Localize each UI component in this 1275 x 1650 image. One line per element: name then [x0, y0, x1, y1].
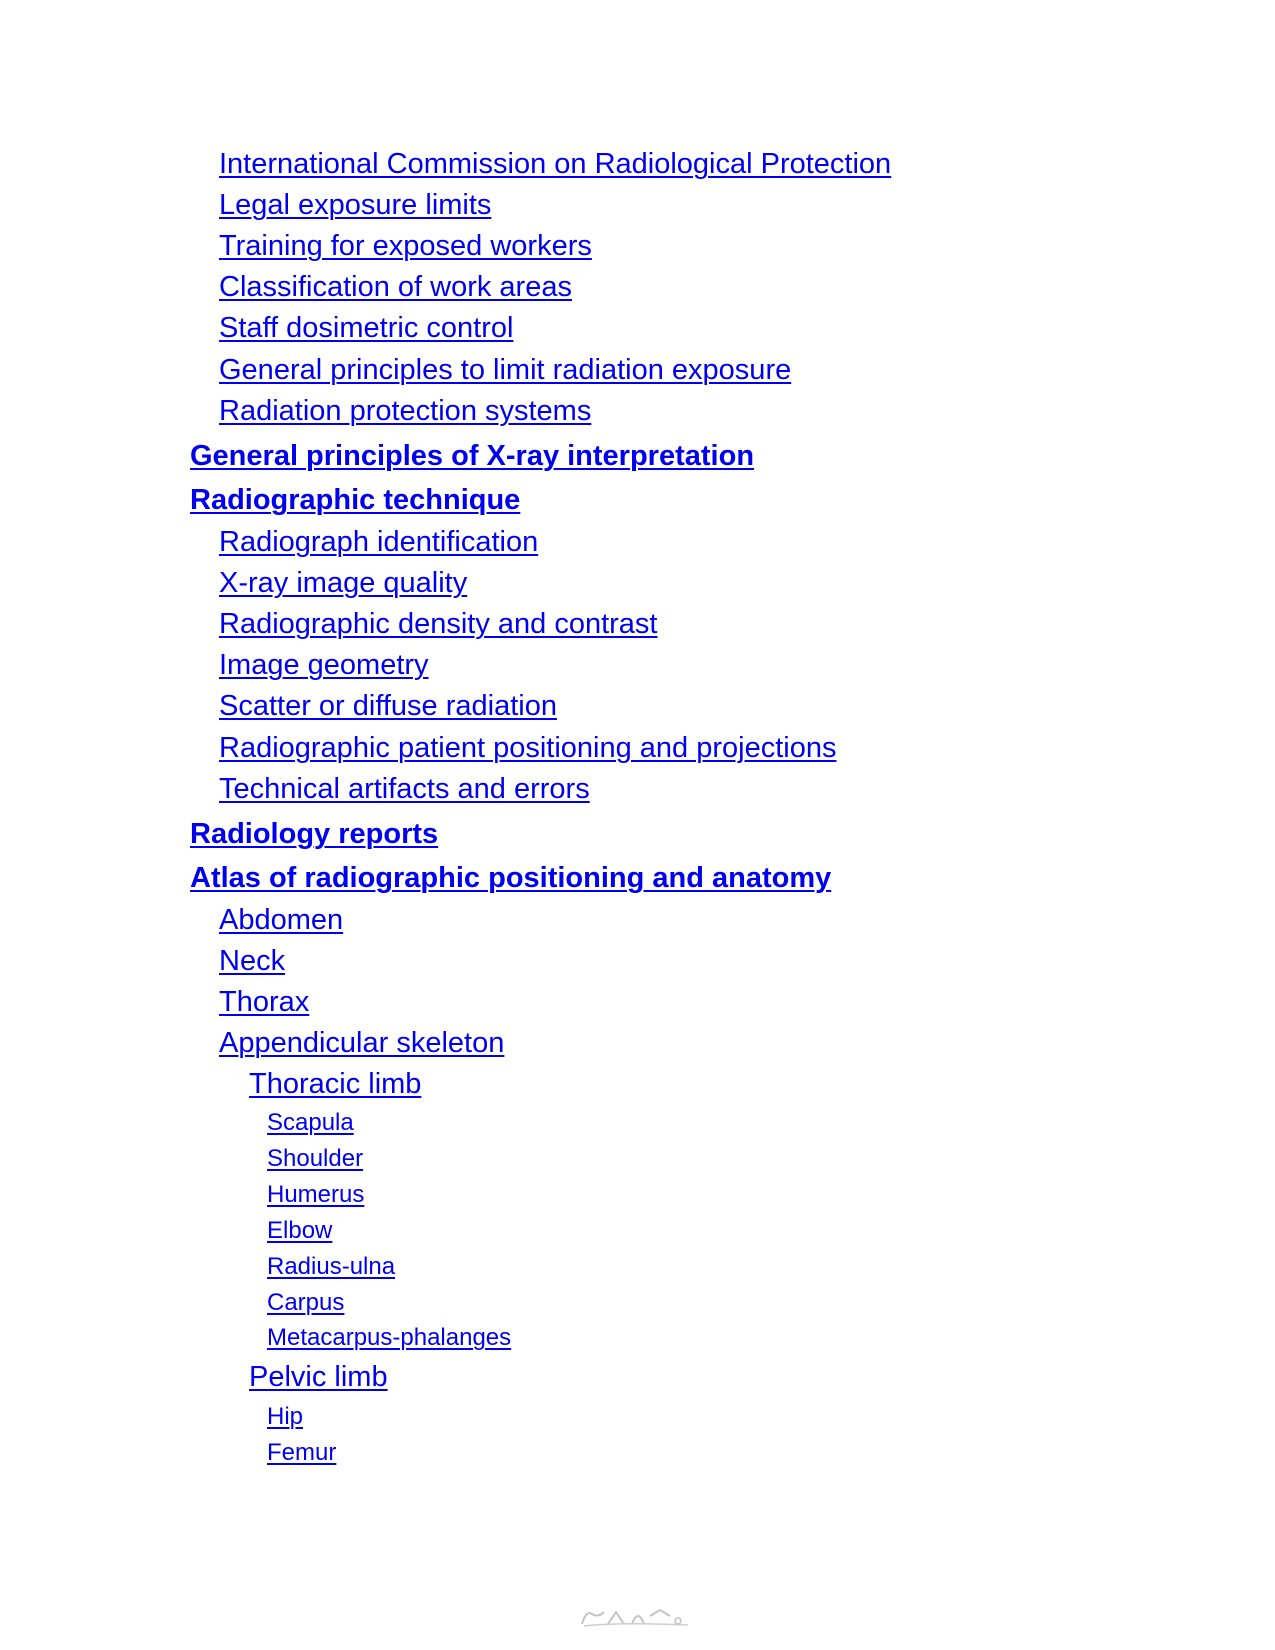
toc-link[interactable]: Thorax	[219, 986, 310, 1018]
toc-subitem-link[interactable]: Scapula	[267, 1109, 354, 1136]
toc-subsection-link[interactable]: Pelvic limb	[249, 1361, 388, 1393]
toc-section-link[interactable]: Radiographic technique	[190, 484, 521, 516]
toc-section-link[interactable]: Radiology reports	[190, 818, 439, 850]
toc-link[interactable]: X-ray image quality	[219, 567, 468, 599]
toc-subitem-link[interactable]: Elbow	[267, 1217, 333, 1244]
toc-subitem-link[interactable]: Humerus	[267, 1181, 365, 1208]
toc-link[interactable]: Appendicular skeleton	[219, 1027, 505, 1059]
toc-link[interactable]: Technical artifacts and errors	[219, 773, 590, 805]
toc-section-link[interactable]: Atlas of radiographic positioning and anatomy	[190, 862, 832, 894]
toc-subsection-link[interactable]: Thoracic limb	[249, 1068, 422, 1100]
toc-subitem-link[interactable]: Carpus	[267, 1289, 345, 1316]
toc-section-link[interactable]: General principles of X-ray interpretation	[190, 440, 755, 472]
toc-link[interactable]: Radiograph identification	[219, 526, 539, 558]
toc-link[interactable]: Legal exposure limits	[219, 189, 492, 221]
toc-link[interactable]: Training for exposed workers	[219, 230, 592, 262]
toc-subitem-link[interactable]: Hip	[267, 1403, 304, 1430]
toc-link[interactable]: International Commission on Radiological Protection	[219, 148, 892, 180]
toc-subitem-link[interactable]: Shoulder	[267, 1145, 364, 1172]
toc-link[interactable]: Neck	[219, 945, 286, 977]
toc-link[interactable]: Radiographic density and contrast	[219, 608, 658, 640]
toc-link[interactable]: General principles to limit radiation exposure	[219, 354, 792, 386]
vet-ebooks-logo-icon	[578, 1604, 698, 1632]
toc-link[interactable]: Image geometry	[219, 649, 429, 681]
toc-link[interactable]: Radiographic patient positioning and projections	[219, 732, 837, 764]
toc-link[interactable]: Radiation protection systems	[219, 395, 592, 427]
toc-subitem-link[interactable]: Radius-ulna	[267, 1253, 396, 1280]
toc-link[interactable]: Abdomen	[219, 904, 344, 936]
toc-subitem-link[interactable]: Femur	[267, 1439, 337, 1466]
toc-link[interactable]: Classification of work areas	[219, 271, 572, 303]
toc-link[interactable]: Staff dosimetric control	[219, 312, 514, 344]
toc-link[interactable]: Scatter or diffuse radiation	[219, 690, 557, 722]
toc-subitem-link[interactable]: Metacarpus-phalanges	[267, 1324, 512, 1351]
